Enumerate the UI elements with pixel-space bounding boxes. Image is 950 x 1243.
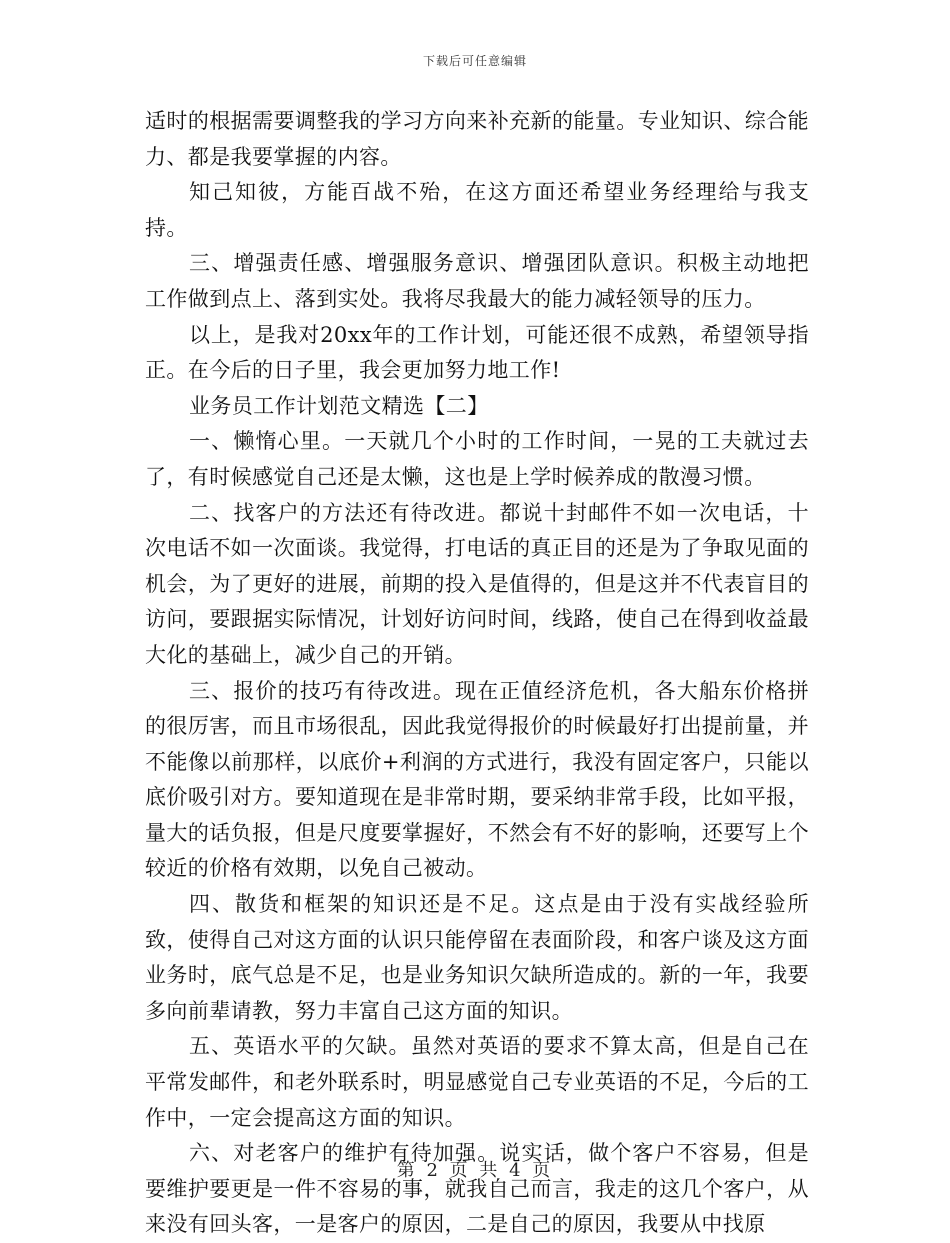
paragraph-10: 六、对老客户的维护有待加强。说实话，做个客户不容易，但是要维护要更是一件不容易的事，就我自己而言，我走的这几个客户，从来没有回头客，一是客户的原因，二是自己的原因，我要从中找原 <box>145 1141 809 1237</box>
paragraph-1: 适时的根据需要调整我的学习方向来补充新的能量。专业知识、综合能力、都是我要掌握的内容。 <box>145 109 809 169</box>
paragraph-5: 一、懒惰心里。一天就几个小时的工作时间，一晃的工夫就过去了，有时候感觉自己还是太懒，这也是上学时候养成的散漫习惯。 <box>145 429 809 489</box>
body-text <box>145 104 809 1243</box>
paragraph-8: 四、散货和框架的知识还是不足。这点是由于没有实战经验所致，使得自己对这方面的认识只能停留在表面阶段，和客户谈及这方面业务时，底气总是不足，也是业务知识欠缺所造成的。新的一年，我要多向前辈请教，努力丰富自己这方面的知识。 <box>145 892 809 1023</box>
paragraph-3: 三、增强责任感、增强服务意识、增强团队意识。积极主动地把工作做到点上、落到实处。我将尽我最大的能力减轻领导的压力。 <box>145 251 809 311</box>
section-heading: 业务员工作计划范文精选【二】 <box>189 393 489 418</box>
paragraph-6: 二、找客户的方法还有待改进。都说十封邮件不如一次电话，十次电话不如一次面谈。我觉得，打电话的真正目的还是为了争取见面的机会，为了更好的进展，前期的投入是值得的，但是这并不代表盲目的访问，要跟据实际情况，计划好访问时间，线路，使自己在得到收益最大化的基础上，减少自己的开销。 <box>145 500 809 667</box>
paragraph-7: 三、报价的技巧有待改进。现在正值经济危机，各大船东价格拼的很厉害，而且市场很乱，因此我觉得报价的时候最好打出提前量，并不能像以前那样，以底价+利润的方式进行，我没有固定客户，只能以底价吸引对方。要知道现在是非常时期，要采纳非常手段，比如平报，量大的话负报，但是尺度要掌握好，不然会有不好的影响，还要写上个较近的价格有效期，以免自己被动。 <box>145 678 809 881</box>
paragraph-4: 以上，是我对20xx年的工作计划，可能还很不成熟，希望领导指正。在今后的日子里，我会更加努力地工作! <box>145 322 809 383</box>
paragraph-9: 五、英语水平的欠缺。虽然对英语的要求不算太高，但是自己在平常发邮件，和老外联系时，明显感觉自己专业英语的不足，今后的工作中，一定会提高这方面的知识。 <box>145 1034 809 1130</box>
header-note: 下载后可任意编辑 <box>422 54 527 68</box>
page-number: 第 2 页 共 4 页 <box>396 1160 554 1181</box>
paragraph-2: 知己知彼，方能百战不殆，在这方面还希望业务经理给与我支持。 <box>145 180 809 240</box>
